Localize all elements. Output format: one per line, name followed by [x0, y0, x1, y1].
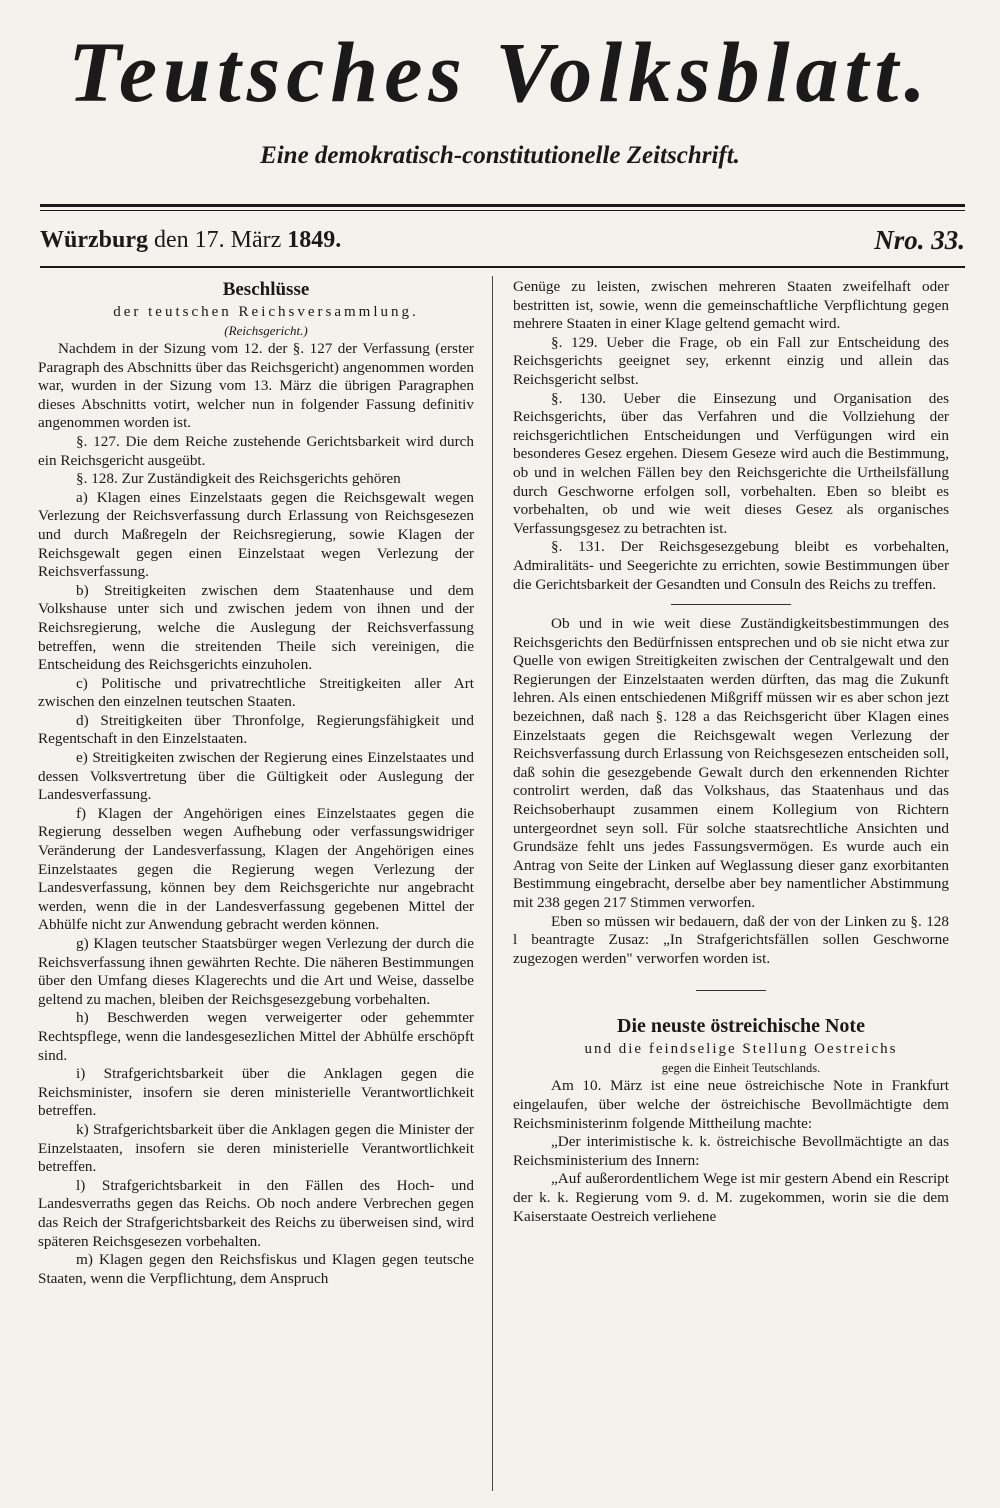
- paragraph: §. 127. Die dem Reiche zustehende Gerichtsbarkeit wird durch ein Reichsgericht ausgeübt.: [38, 432, 474, 469]
- paragraph: Nachdem in der Sizung vom 12. der §. 127 der Verfassung (erster Paragraph des Abschnitts über das Reichsgericht) angenommen worden war, wurden in der Sizung vom 13. März die übrigen Paragraphen dieses Abschnitts votirt, welcher nun in folgender Fassung definitiv angenommen worden ist.: [38, 340, 474, 432]
- paragraph: c) Politische und privatrechtliche Streitigkeiten aller Art zwischen den einzelnen teutschen Staaten.: [38, 674, 474, 711]
- dateline-den: den: [154, 227, 189, 253]
- paragraph: Eben so müssen wir bedauern, daß der von der Linken zu §. 128 l beantragte Zusaz: „In Strafgerichtsfällen sollen Geschworne zugezogen werden" verworfen worden ist.: [513, 912, 949, 967]
- top-rule-thin: [40, 210, 965, 211]
- article-heading: Beschlüsse: [222, 279, 310, 300]
- paragraph: Am 10. März ist eine neue östreichische Note in Frankfurt eingelaufen, über welche der östreichische Bevollmächtigte dem Reichsministerinm folgende Mittheilung machte:: [513, 1077, 949, 1132]
- article-note: (Reichsgericht.): [224, 323, 308, 338]
- paragraph: f) Klagen der Angehörigen eines Einzelstaates gegen die Regierung desselben wegen Aufhebung oder verfassungswidriger Veränderung der Landesverfassung, Klagen der Angehörigen eines Einzelstaates gegen die Regierung wegen Verlezung der Landesverfassung, können bey dem Reichsgerichte nur angebracht werden, wenn die in der Landesverfassung gegebenen Mittel der Abhülfe nicht zur Anwendung gebracht werden können.: [38, 804, 474, 934]
- article-subheading-2: und die feindselige Stellung Oestreichs: [584, 1041, 898, 1058]
- paragraph: k) Strafgerichtsbarkeit über die Anklagen gegen die Minister der Einzelstaaten, insofern sie deren ministerielle Verantwortlichkeit betreffen.: [38, 1120, 474, 1176]
- paragraph: Genüge zu leisten, zwischen mehreren Staaten zweifelhaft oder bestritten ist, sowie, wenn die gemeinschaftliche Verpflichtung gegen mehrere Staaten in einer Klage geltend gemacht wird.: [513, 278, 949, 333]
- paragraph: „Der interimistische k. k. östreichische Bevollmächtigte an das Reichsministerium des Innern:: [513, 1133, 949, 1169]
- article-subheading: der teutschen Reichsversammlung.: [113, 304, 419, 320]
- paragraph: §. 130. Ueber die Einsezung und Organisation des Reichsgerichts, über das Verfahren und die Vollziehung der reichsgerichtlichen Entscheidungen und Verfügungen wird ein besonderes Gesez ergehen. Diesem Geseze wird auch die Bestimmung, ob und in welchen Fällen bey den Reichsgerichte die Urtheilsfällung durch Geschworne erfolgen soll, vorbehalten. Eben so bleibt es vorbehalten, ob und wie weit dieses Gesez als organisches Verfassungsgesez zu betrachten ist.: [513, 389, 949, 537]
- paragraph: Ob und in wie weit diese Zuständigkeitsbestimmungen des Reichsgerichts den Bedürfnissen entsprechen und ob sie nicht etwa zur Quelle von ewigen Streitigkeiten zwischen der Centralgewalt und den Regierungen der Einzelstaaten werden dürften, das mag die Zukunft lehren. Als einen entschiedenen Mißgriff müssen wir es aber schon jezt bezeichnen, daß nach §. 128 a das Reichsgericht über Klagen eines Einzelstaats gegen die Reichsgewalt wegen Verlezung der Reichsverfassung durch Erlassung von Reichsgesezen entscheiden soll, daß sohin die gesezgebende Gewalt durch den erkennenden Richter controlirt werden, daß das Volkshaus, das Staatenhaus und das Reichsoberhaupt zusammen einem Kollegium von Richtern untergeordnet seyn soll. Für solche staatsrechtliche Ansichten und Grundsäze fehlt uns jedes Fassungsvermögen. Es wurde auch ein Antrag von Seite der Linken auf Weglassung dieser ganz exorbitanten Bestimmung eingebracht, derselbe aber bey namentlicher Abstimmung mit 238 gegen 217 Stimmen verworfen.: [513, 615, 949, 911]
- masthead-title: Teutsches Volksblatt.: [68, 24, 932, 120]
- paragraph: l) Strafgerichtsbarkeit in den Fällen des Hoch- und Landesverraths gegen das Reichs. Ob noch andere Verbrechen gegen das Reich der Strafgerichtsbarkeit des Reichs zu überweisen sind, wird späteren Reichsgesezen vorbehalten.: [38, 1176, 474, 1250]
- paragraph: §. 131. Der Reichsgesezgebung bleibt es vorbehalten, Admiralitäts- und Seegerichte zu errichten, sowie Bestimmungen über die Gerichtsbarkeit der Gesandten und Consuln des Reichs zu treffen.: [513, 538, 949, 593]
- paragraph: h) Beschwerden wegen verweigerter oder gehemmter Rechtspflege, wenn die landesgesezlichen Mittel der Abhülfe erschöpft sind.: [38, 1009, 474, 1064]
- paragraph: „Auf außerordentlichem Wege ist mir gestern Abend ein Rescript der k. k. Regierung vom 9. d. M. zugekommen, worin sie die dem Kaiserstaate Oestreich verliehene: [513, 1170, 949, 1225]
- dateline-place-date: [40, 222, 341, 258]
- article-note-2: gegen die Einheit Teutschlands.: [661, 1061, 821, 1076]
- paragraph: i) Strafgerichtsbarkeit über die Anklagen gegen die Reichsminister, insofern sie deren ministerielle Verantwortlichkeit betreffen.: [38, 1065, 474, 1120]
- issue-number: Nro. 33.: [874, 225, 965, 255]
- top-rule-thick: [40, 204, 965, 207]
- dateline-year: 1849.: [287, 227, 342, 253]
- right-column: [513, 278, 949, 1226]
- article-heading-2: Die neuste östreichische Note: [617, 1015, 865, 1038]
- paragraph: d) Streitigkeiten über Thronfolge, Regierungsfähigkeit und Regentschaft in den Einzelstaaten.: [38, 711, 474, 748]
- paragraph: a) Klagen eines Einzelstaats gegen die Reichsgewalt wegen Verlezung der Reichsverfassung durch Erlassung von Reichsgesezen und durch Maßregeln der Reichsregierung, sowie Klagen der Reichsgewalt gegen einen Einzelstaat wegen Verlezung der Reichsverfassung.: [38, 488, 474, 581]
- dateline-place: Würzburg: [40, 227, 148, 253]
- dateline: [40, 222, 965, 258]
- column-divider: [492, 276, 493, 1491]
- paragraph: §. 128. Zur Zuständigkeit des Reichsgerichts gehören: [76, 470, 401, 488]
- paragraph: §. 129. Ueber die Frage, ob ein Fall zur Entscheidung des Reichsgerichts geeignet sey, erkennt einzig und allein das Reichsgericht selbst.: [513, 333, 949, 388]
- paragraph: m) Klagen gegen den Reichsfiskus und Klagen gegen teutsche Staaten, wenn die Verpflichtung, dem Anspruch: [38, 1251, 474, 1287]
- section-divider: [696, 990, 766, 991]
- dateline-rule: [40, 266, 965, 268]
- section-divider: [671, 604, 791, 605]
- paragraph: e) Streitigkeiten zwischen der Regierung eines Einzelstaates und dessen Volksvertretung über die Gültigkeit oder Auslegung der Landesverfassung.: [38, 749, 474, 804]
- masthead-subtitle: Eine demokratisch-constitutionelle Zeitschrift.: [260, 142, 740, 169]
- paragraph: g) Klagen teutscher Staatsbürger wegen Verlezung der durch die Reichsverfassung ihnen gewährten Rechte. Die näheren Bestimmungen über den Umfang dieses Klagerechts und die Art und Weise, dasselbe geltend zu machen, bleiben der Reichsgesezgebung vorbehalten.: [38, 935, 474, 1008]
- dateline-date: 17. März: [194, 227, 282, 253]
- paragraph: b) Streitigkeiten zwischen dem Staatenhause und dem Volkshause unter sich und zwischen jedem von ihnen und der Reichsregierung, welche die Auslegung der Reichsverfassung betreffen, wenn die streitenden Theile sich vereinigen, die Entscheidung des Reichsgerichts einzuholen.: [38, 581, 474, 674]
- left-column: [38, 278, 474, 1288]
